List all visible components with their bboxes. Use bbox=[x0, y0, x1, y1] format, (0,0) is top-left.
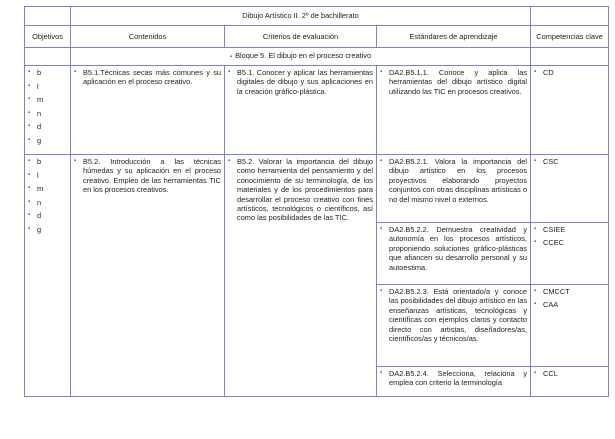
table-title: Dibujo Artístico II. 2º de bachillerato bbox=[71, 7, 531, 26]
block-title: ▪ Bloque 5. El dibujo en el proceso creativo bbox=[71, 48, 531, 66]
objetivo-item: ▪ d bbox=[28, 211, 67, 225]
header-objetivos: Objetivos bbox=[25, 26, 71, 48]
competencias-cell: ▪ CD bbox=[531, 66, 609, 155]
competencias-cell: ▪ CSIEE ▪ CCEC bbox=[531, 223, 609, 285]
objetivo-item: ▪ d bbox=[28, 122, 67, 136]
objetivo-item: ▪ b bbox=[28, 68, 67, 82]
header-contenidos: Contenidos bbox=[71, 26, 225, 48]
estandar-cell: ▪ DA2.B5.2.1. Valora la importancia del dibujo artístico en los procesos proyectivos elaborando proyectos conjuntos con otras disciplinas artísticas o no del mismo nivel o externos. bbox=[377, 155, 531, 223]
estandar-cell: ▪ DA2.B5.2.2. Demuestra creatividad y autonomía en los procesos artísticos, proponiendo soluciones gráfico-plásticas que afiancen su desarrollo personal y su autoestima. bbox=[377, 223, 531, 285]
criterio-cell: ▪ B5.2. Valorar la importancia del dibujo como herramienta del pensamiento y del conocimiento de su terminología, de los materiales y de los procedimientos para desarrollar el proceso creativo con fines artísticos, tecnológicos o científicos, así como las posibilidades de las TIC. bbox=[225, 155, 377, 397]
competencias-cell: ▪ CMCCT ▪ CAA bbox=[531, 285, 609, 367]
competencias-cell: ▪ CSC bbox=[531, 155, 609, 223]
objetivos-cell bbox=[25, 66, 71, 155]
contenido-cell: ▪ B5.1.Técnicas secas más comunes y su aplicación en el proceso creativo. bbox=[71, 66, 225, 155]
objetivo-item: ▪ m bbox=[28, 95, 67, 109]
contenido-cell: ▪ B5.2. Introducción a las técnicas húmedas y su aplicación en el proceso creativo. Empleo de las herramientas TIC en los procesos creativos. bbox=[71, 155, 225, 397]
objetivo-item: ▪ g bbox=[28, 225, 67, 239]
header-criterios: Criterios de evaluación bbox=[225, 26, 377, 48]
objetivo-item: ▪ b bbox=[28, 157, 67, 171]
criterio-cell: ▪ B5.1. Conocer y aplicar las herramientas digitales de dibujo y sus aplicaciones en la creación gráfico-plástica. bbox=[225, 66, 377, 155]
objetivo-item: ▪ l bbox=[28, 171, 67, 185]
objetivo-item: ▪ l bbox=[28, 82, 67, 96]
objetivo-item: ▪ n bbox=[28, 109, 67, 123]
objetivo-item: ▪ m bbox=[28, 184, 67, 198]
competencias-cell: ▪ CCL bbox=[531, 367, 609, 397]
estandar-cell: ▪ DA2.B5.1.1. Conoce y aplica las herramientas del dibujo artístico digital utilizando las TIC en procesos creativos. bbox=[377, 66, 531, 155]
estandar-cell: ▪ DA2.B5.2.4. Selecciona, relaciona y emplea con criterio la terminología bbox=[377, 367, 531, 397]
header-estandares: Estándares de aprendizaje bbox=[377, 26, 531, 48]
estandar-cell: ▪ DA2.B5.2.3. Está orientado/a y conoce las posibilidades del dibujo artístico en las enseñanzas artísticas, tecnológicas y científicas con ejemplos claros y contacto directo con artistas, diseñadores/as, científicos/as y técnicos/as. bbox=[377, 285, 531, 367]
curriculum-table bbox=[24, 6, 609, 397]
header-competencias: Competencias clave bbox=[531, 26, 609, 48]
objetivos-cell bbox=[25, 155, 71, 397]
objetivo-item: ▪ n bbox=[28, 198, 67, 212]
objetivo-item: ▪ g bbox=[28, 136, 67, 150]
